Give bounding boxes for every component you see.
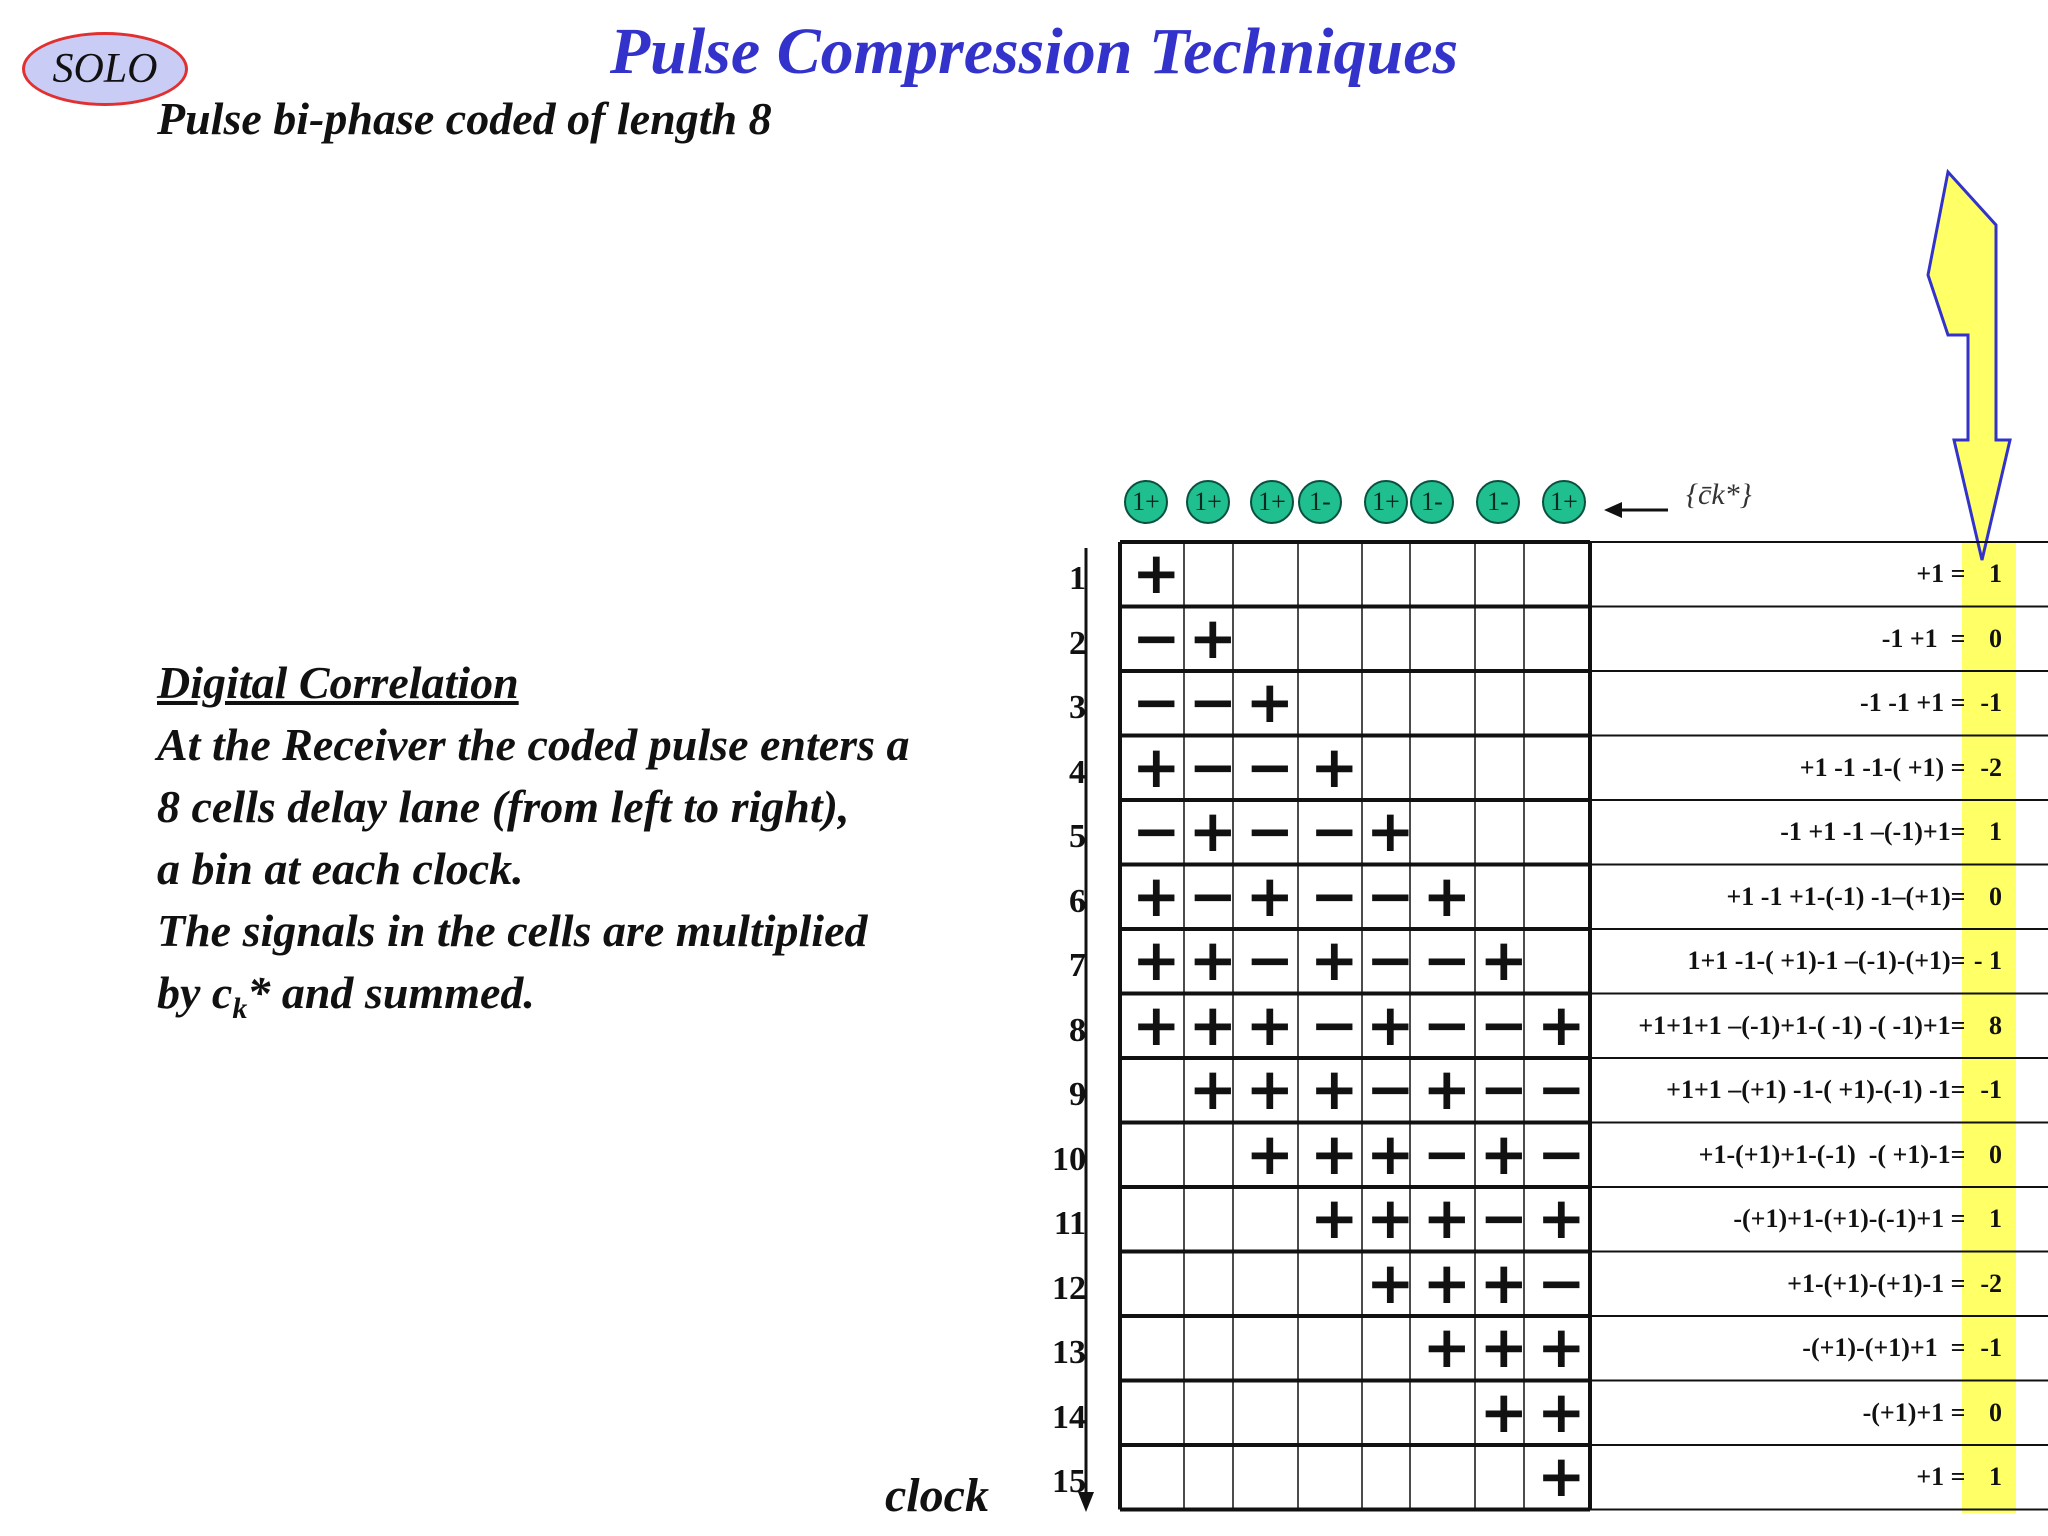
sum-expression: +1+1+1 –(-1)+1-( -1) -( -1)+1= 8: [1638, 1010, 2002, 1040]
row-number: 4: [1069, 753, 1086, 791]
sum-expression: +1-(+1)-(+1)-1 = -2: [1787, 1268, 2002, 1298]
minus-symbol: −: [1479, 1184, 1529, 1253]
sum-result: -1: [1980, 1075, 2002, 1105]
plus-symbol: +: [1366, 1248, 1415, 1317]
sum-result: 8: [1989, 1010, 2002, 1040]
plus-symbol: +: [1537, 1184, 1586, 1253]
sum-expression: +1+1 –(+1) -1-( +1)-(-1) -1= -1: [1666, 1075, 2002, 1105]
plus-symbol: +: [1188, 926, 1238, 995]
plus-symbol: +: [1479, 1119, 1529, 1188]
row-number: 11: [1053, 1205, 1086, 1243]
plus-symbol: +: [1537, 990, 1586, 1059]
minus-symbol: −: [1422, 1119, 1472, 1188]
plus-symbol: +: [1188, 797, 1238, 866]
sum-expression: -(+1)-(+1)+1 = -1: [1802, 1333, 2002, 1363]
row-number: 10: [1052, 1140, 1086, 1178]
plus-symbol: +: [1132, 539, 1181, 608]
sum-result: 1: [1989, 1462, 2002, 1492]
coefficient-circle: 1+: [1364, 480, 1408, 524]
coefficient-circle: 1-: [1298, 480, 1342, 524]
plus-symbol: +: [1245, 861, 1295, 930]
plus-symbol: +: [1310, 926, 1359, 995]
plus-symbol: +: [1422, 1248, 1472, 1317]
row-number: 3: [1069, 689, 1086, 727]
coefficient-label: {c̄k*}: [1686, 478, 1752, 511]
plus-symbol: +: [1310, 1119, 1359, 1188]
plus-symbol: +: [1310, 1055, 1359, 1124]
minus-symbol: −: [1188, 668, 1238, 737]
coefficient-circle: 1-: [1476, 480, 1520, 524]
minus-symbol: −: [1310, 861, 1359, 930]
sum-expression: -1 +1 = 0: [1881, 623, 2002, 653]
plus-symbol: +: [1479, 1313, 1529, 1382]
sum-result: 0: [1989, 881, 2002, 911]
plus-symbol: +: [1422, 1184, 1472, 1253]
sum-expression: +1-(+1)+1-(-1) -( +1)-1= 0: [1698, 1139, 2002, 1169]
row-number: 5: [1069, 818, 1086, 856]
row-number: 2: [1069, 624, 1086, 662]
sum-result: 1: [1989, 1204, 2002, 1234]
left-arrow-icon: [1604, 502, 1622, 518]
plus-symbol: +: [1188, 603, 1238, 672]
minus-symbol: −: [1188, 861, 1238, 930]
sum-expression: +1 -1 +1-(-1) -1–(+1)= 0: [1726, 881, 2002, 911]
sum-result: -1: [1980, 1333, 2002, 1363]
logo-text: SOLO: [52, 46, 158, 92]
down-arrow-icon: [1928, 172, 2010, 560]
plus-symbol: +: [1537, 1377, 1586, 1446]
row-number: 9: [1069, 1076, 1086, 1114]
minus-symbol: −: [1245, 797, 1295, 866]
sum-expression: -(+1)+1-(+1)-(-1)+1 = 1: [1733, 1204, 2002, 1234]
minus-symbol: −: [1366, 1055, 1415, 1124]
sum-expression: 1+1 -1-( +1)-1 –(-1)-(+1)= - 1: [1687, 946, 2002, 976]
sum-result: -2: [1980, 752, 2002, 782]
minus-symbol: −: [1537, 1248, 1586, 1317]
minus-symbol: −: [1422, 926, 1472, 995]
plus-symbol: +: [1479, 1248, 1529, 1317]
row-number: 6: [1069, 882, 1086, 920]
plus-symbol: +: [1132, 926, 1181, 995]
minus-symbol: −: [1479, 1055, 1529, 1124]
plus-symbol: +: [1366, 797, 1415, 866]
row-number: 7: [1069, 947, 1086, 985]
description-line: At the Receiver the coded pulse enters a: [157, 719, 910, 770]
description-heading: Digital Correlation: [157, 657, 519, 708]
minus-symbol: −: [1245, 926, 1295, 995]
minus-symbol: −: [1132, 668, 1181, 737]
sum-result: 1: [1989, 559, 2002, 589]
sum-expression: -1 -1 +1 = -1: [1860, 688, 2002, 718]
row-number: 14: [1052, 1398, 1086, 1436]
plus-symbol: +: [1132, 990, 1181, 1059]
plus-symbol: +: [1479, 1377, 1529, 1446]
plus-symbol: +: [1245, 1055, 1295, 1124]
sum-result: - 1: [1973, 946, 2002, 976]
minus-symbol: −: [1537, 1119, 1586, 1188]
coefficient-circle: 1+: [1250, 480, 1294, 524]
description-line: by $c_k*$ and summed.: [157, 967, 535, 1026]
sum-expression: -1 +1 -1 –(-1)+1= 1: [1780, 817, 2002, 847]
row-number: 15: [1052, 1463, 1086, 1501]
row-number: 12: [1052, 1269, 1086, 1307]
plus-symbol: +: [1188, 990, 1238, 1059]
description-line: The signals in the cells are multiplied: [157, 905, 868, 956]
sum-result: -1: [1980, 688, 2002, 718]
page-subtitle: Pulse bi-phase coded of length 8: [157, 93, 772, 144]
plus-symbol: +: [1422, 1055, 1472, 1124]
plus-symbol: +: [1245, 990, 1295, 1059]
plus-symbol: +: [1132, 732, 1181, 801]
minus-symbol: −: [1188, 732, 1238, 801]
minus-symbol: −: [1366, 861, 1415, 930]
minus-symbol: −: [1537, 1055, 1586, 1124]
sum-expression: +1 = 1: [1916, 559, 2002, 589]
coefficient-circle: 1+: [1542, 480, 1586, 524]
minus-symbol: −: [1422, 990, 1472, 1059]
minus-symbol: −: [1310, 990, 1359, 1059]
plus-symbol: +: [1422, 861, 1472, 930]
minus-symbol: −: [1245, 732, 1295, 801]
sum-expression: -(+1)+1 = 0: [1862, 1397, 2002, 1427]
plus-symbol: +: [1537, 1442, 1586, 1511]
plus-symbol: +: [1132, 861, 1181, 930]
plus-symbol: +: [1479, 926, 1529, 995]
plus-symbol: +: [1188, 1055, 1238, 1124]
description-line: a bin at each clock.: [157, 843, 524, 894]
plus-symbol: +: [1245, 1119, 1295, 1188]
sum-result: 1: [1989, 817, 2002, 847]
sum-expression: +1 -1 -1-( +1) = -2: [1799, 752, 2002, 782]
sum-result: 0: [1989, 1139, 2002, 1169]
coefficient-circle: 1+: [1186, 480, 1230, 524]
plus-symbol: +: [1310, 1184, 1359, 1253]
row-number: 8: [1069, 1011, 1086, 1049]
page-title: Pulse Compression Techniques: [609, 15, 1459, 88]
description-line: 8 cells delay lane (from left to right),: [157, 781, 850, 832]
sum-result: 0: [1989, 623, 2002, 653]
plus-symbol: +: [1310, 732, 1359, 801]
sum-result: 0: [1989, 1397, 2002, 1427]
minus-symbol: −: [1310, 797, 1359, 866]
row-number: 13: [1052, 1334, 1086, 1372]
coefficient-circle: 1+: [1124, 480, 1168, 524]
row-number: 1: [1069, 560, 1086, 598]
clock-label: clock: [885, 1469, 989, 1522]
plus-symbol: +: [1366, 1119, 1415, 1188]
minus-symbol: −: [1132, 603, 1181, 672]
coefficient-circle: 1-: [1410, 480, 1454, 524]
plus-symbol: +: [1245, 668, 1295, 737]
plus-symbol: +: [1366, 1184, 1415, 1253]
minus-symbol: −: [1366, 926, 1415, 995]
sum-expression: +1 = 1: [1916, 1462, 2002, 1492]
minus-symbol: −: [1479, 990, 1529, 1059]
plus-symbol: +: [1366, 990, 1415, 1059]
minus-symbol: −: [1132, 797, 1181, 866]
plus-symbol: +: [1422, 1313, 1472, 1382]
plus-symbol: +: [1537, 1313, 1586, 1382]
sum-result: -2: [1980, 1268, 2002, 1298]
